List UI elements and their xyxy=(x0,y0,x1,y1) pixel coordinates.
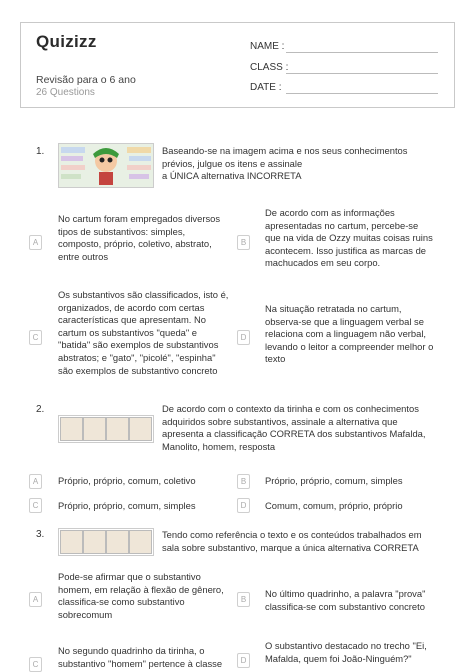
comic-panel xyxy=(60,530,83,554)
option-a-box[interactable]: A xyxy=(29,592,42,607)
date-line[interactable] xyxy=(286,93,438,94)
option-a-text: Próprio, próprio, comum, coletivo xyxy=(58,475,196,486)
quizizz-logo: Quizizz xyxy=(36,32,97,51)
comic-panel xyxy=(106,530,129,554)
comic-panel xyxy=(83,417,106,441)
option-b-box[interactable]: B xyxy=(237,235,250,250)
option-b-text: De acordo com as informações apresentadas no cartum, percebe-se que na vida de Ozzy muitas coisas ruins acontecem. Isso justifica as marcas de machucados em seu corpo. xyxy=(265,207,433,269)
comic-panel xyxy=(83,530,106,554)
option-b-box[interactable]: B xyxy=(237,592,250,607)
question-text: De acordo com o contexto da tirinha e com os conhecimentos adquiridos sobre substantivos, assinale a alternativa que apresenta a classificação CORRETA dos substantivos Mafalda, Manolito, homem, resposta xyxy=(162,403,426,452)
option-c-text: No segundo quadrinho da tirinha, o substantivo "homem" pertence à classe xyxy=(58,645,223,669)
option-b-box[interactable]: B xyxy=(237,474,250,489)
comic-panel xyxy=(60,417,83,441)
name-label: NAME : xyxy=(250,41,285,52)
option-d-text: O substantivo destacado no trecho "Ei, Mafalda, quem foi João-Ninguém?" xyxy=(265,640,427,664)
question-number: 2. xyxy=(36,404,45,415)
cartoon-image xyxy=(58,143,154,188)
cartoon-illustration xyxy=(59,144,153,187)
option-a-box[interactable]: A xyxy=(29,235,42,250)
comic-panel xyxy=(129,530,152,554)
question-text: Baseando-se na imagem acima e nos seus conhecimentos prévios, julgue os itens e assinale a ÚNICA alternativa INCORRETA xyxy=(162,145,408,182)
option-c-text: Os substantivos são classificados, isto é, organizados, de acordo com certas características que apresentam. No cartum os substantivos "queda" e "batida" são exemplos de substantivos abstratos; e "gato", "picolé", "espinha" são exemplos de substantivo concreto xyxy=(58,289,229,376)
option-a-text: No cartum foram empregados diversos tipos de substantivos: simples, composto, próprio, coletivo, abstrato, entre outros xyxy=(58,213,221,262)
option-a-text: Pode-se afirmar que o substantivo homem, em relação à flexão de gênero, classifica-se como substantivo sobrecomum xyxy=(58,571,224,620)
comic-panel xyxy=(106,417,129,441)
name-line[interactable] xyxy=(286,52,438,53)
option-d-box[interactable]: D xyxy=(237,653,250,668)
option-b-text: No último quadrinho, a palavra "prova" classifica-se com substantivo concreto xyxy=(265,588,426,612)
worksheet-subtitle: 26 Questions xyxy=(36,87,95,98)
comic-strip-image xyxy=(58,528,154,556)
question-text: Tendo como referência o texto e os conteúdos trabalhados em sala sobre substantivo, marque a única alternativa CORRETA xyxy=(162,529,422,553)
option-c-box[interactable]: C xyxy=(29,657,42,672)
option-d-text: Na situação retratada no cartum, observa-se que a linguagem verbal se relaciona com a linguagem não verbal, levando o leitor a compreender melhor o texto xyxy=(265,303,434,365)
question-number: 3. xyxy=(36,529,45,540)
option-c-box[interactable]: C xyxy=(29,498,42,513)
worksheet-title: Revisão para o 6 ano xyxy=(36,74,136,86)
option-d-box[interactable]: D xyxy=(237,498,250,513)
option-b-text: Próprio, próprio, comum, simples xyxy=(265,475,403,486)
option-d-text: Comum, comum, próprio, próprio xyxy=(265,500,403,511)
comic-strip-image xyxy=(58,415,154,443)
question-number: 1. xyxy=(36,146,45,157)
option-d-box[interactable]: D xyxy=(237,330,250,345)
class-line[interactable] xyxy=(286,73,438,74)
comic-panel xyxy=(129,417,152,441)
option-c-box[interactable]: C xyxy=(29,330,42,345)
option-a-box[interactable]: A xyxy=(29,474,42,489)
class-label: CLASS : xyxy=(250,62,289,73)
date-label: DATE : xyxy=(250,82,282,93)
option-c-text: Próprio, próprio, comum, simples xyxy=(58,500,196,511)
